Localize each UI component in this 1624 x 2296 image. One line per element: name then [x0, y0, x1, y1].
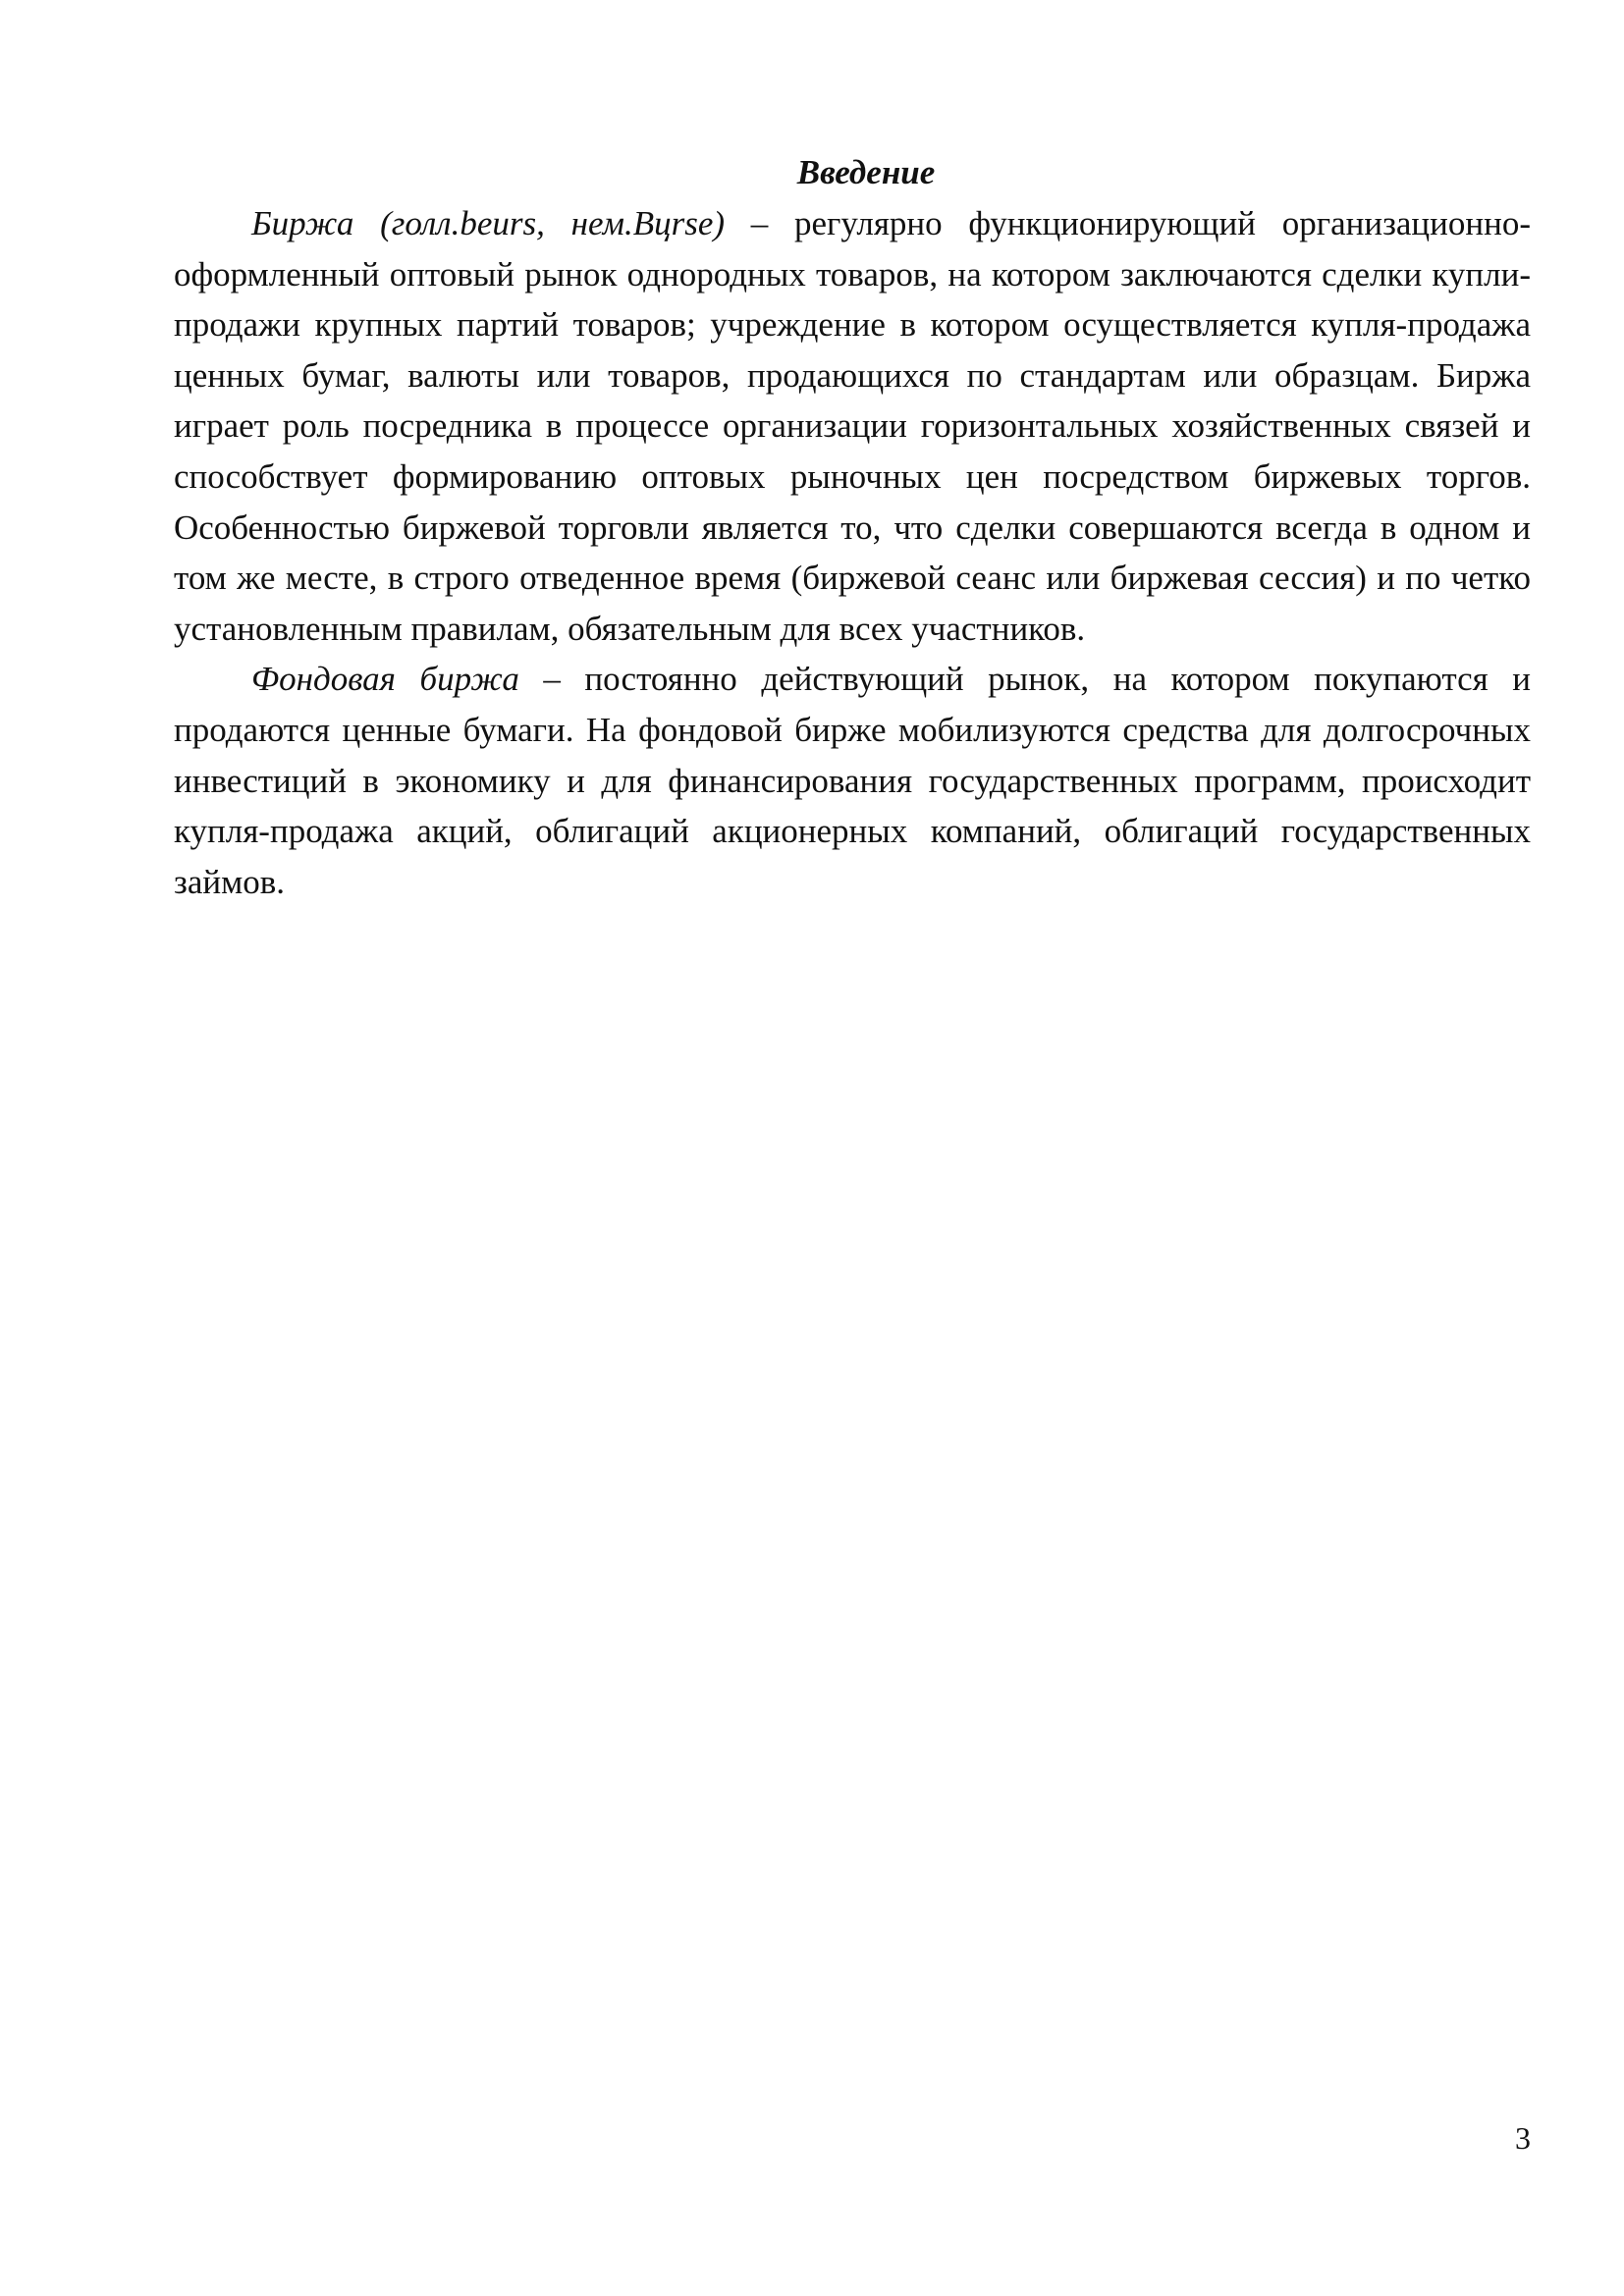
paragraph-fondovaya-birzha-text: – постоянно действующий рынок, на котором покупаются и продаются ценные бумаги. На фондовой бирже мобилизуются средства для долгосрочных инвестиций в экономику и для финансирования государственных программ, происходит купля-продажа акций, облигаций акционерных компаний, облигаций государственных займов.: [174, 660, 1532, 901]
paragraph-birzha: [174, 198, 1531, 654]
page-content: [174, 147, 1531, 907]
term-fondovaya-birzha: Фондовая биржа: [251, 660, 519, 699]
term-birzha: Биржа (голл.beurs, нем.Bцrse): [251, 204, 726, 242]
page-number: 3: [1515, 2120, 1531, 2156]
paragraph-birzha-text: – регулярно функционирующий организационно-оформленный оптовый рынок однородных товаров, на котором заключаются сделки купли-продажи крупных партий товаров; учреждение в котором осуществляется купля-продажа ценных бумаг, валюты или товаров, продающихся по стандартам или образцам. Биржа играет роль посредника в процессе организации горизонтальных хозяйственных связей и способствует формированию оптовых рыночных цен посредством биржевых торгов. Особенностью биржевой торговли является то, что сделки совершаются всегда в одном и том же месте, в строго отведенное время (биржевой сеанс или биржевая сессия) и по четко установленным правилам, обязательным для всех участников.: [174, 204, 1532, 648]
paragraph-fondovaya-birzha: [174, 654, 1531, 907]
section-title: Введение: [796, 153, 936, 191]
